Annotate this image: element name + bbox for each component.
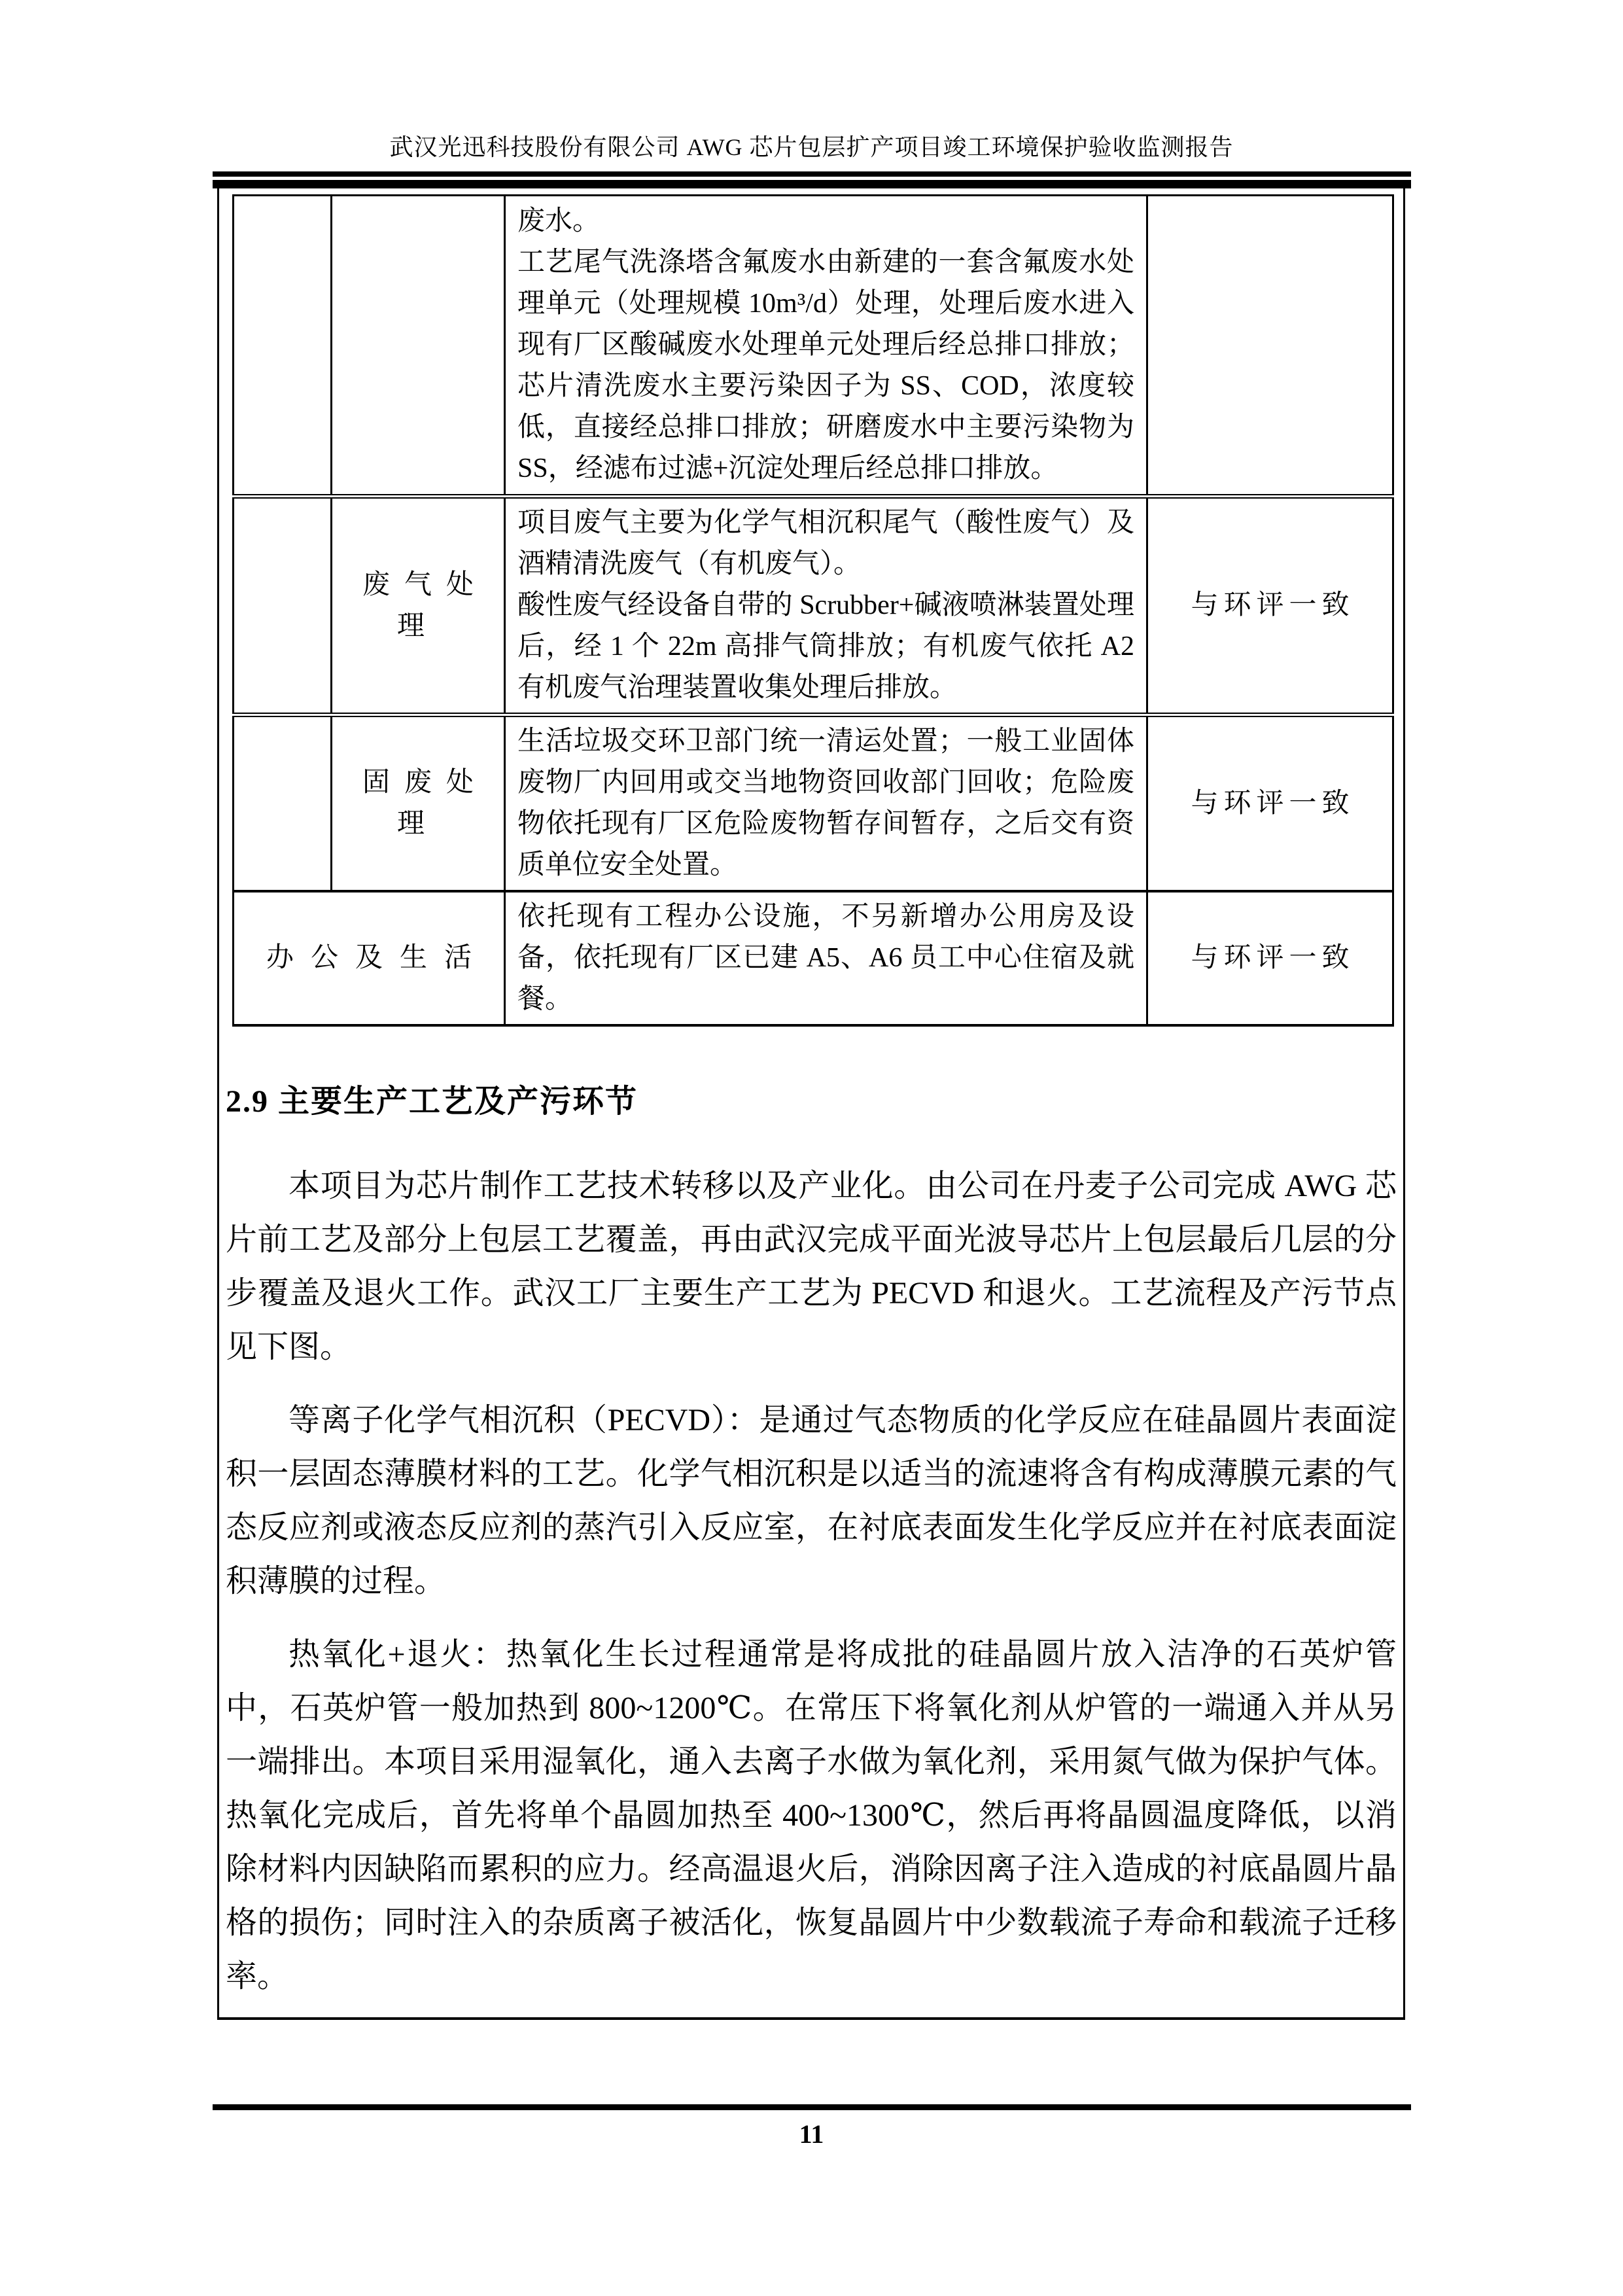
table-row-wastewater [234,196,1393,497]
waste-gas-paragraph-2: 酸性废气经设备自带的 Scrubber+碱液喷淋装置处理后，经 1 个 22m 高排气筒排放；有机废气依托 A2 有机废气治理装置收集处理后排放。 [517,590,1134,703]
conclusion-cell: 与环评一致 [1147,497,1393,715]
section-heading: 2.9 主要生产工艺及产污环节 [226,1084,638,1119]
waste-gas-content-cell [505,497,1147,715]
header-rule-thin [213,171,1411,177]
solid-waste-content-cell [505,715,1147,892]
wastewater-paragraph-2: 工艺尾气洗涤塔含氟废水由新建的一套含氟废水处理单元（处理规模 10m³/d）处理，处理后废水进入现有厂区酸碱废水处理单元处理后经总排口排放；芯片清洗废水主要污染因子为 SS、COD，浓度较低，直接经总排口排放；研磨废水中主要污染物为 SS，经滤布过滤+沉淀处理后经总排口排放。 [517,247,1134,484]
row-label-cell [332,196,505,497]
spacer-cell [234,715,332,892]
office-living-content-cell [505,891,1147,1025]
row-label-office-living: 办公及生活 [234,891,505,1025]
conclusion-cell: 与环评一致 [1147,715,1393,892]
footer-rule [213,2104,1411,2110]
body-paragraph-overview: 本项目为芯片制作工艺技术转移以及产业化。由公司在丹麦子公司完成 AWG 芯片前工艺及部分上包层工艺覆盖，再由武汉完成平面光波导芯片上包层最后几层的分步覆盖及退火工作。武汉工厂主要生产工艺为 PECVD 和退火。工艺流程及产污节点见下图。 [226,1169,1397,1364]
header-rule-thick [213,180,1411,188]
wastewater-content-cell [505,196,1147,497]
table-row-waste-gas [234,497,1393,715]
section-2-9 [226,1081,1397,2023]
row-label-solid-waste: 固废处理 [332,715,505,892]
waste-gas-paragraph-1: 项目废气主要为化学气相沉积尾气（酸性废气）及酒精清洗废气（有机废气）。 [517,508,1134,579]
conclusion-cell [1147,196,1393,497]
office-living-paragraph: 依托现有工程办公设施，不另新增办公用房及设备，依托现有厂区已建 A5、A6 员工中心住宿及就餐。 [517,902,1134,1014]
row-label-waste-gas: 废气处理 [332,497,505,715]
page-number: 11 [799,2119,824,2149]
spacer-cell [234,497,332,715]
running-header-title: 武汉光迅科技股份有限公司 AWG 芯片包层扩产项目竣工环境保护验收监测报告 [389,134,1234,160]
table-row-solid-waste [234,715,1393,892]
body-paragraph-pecvd: 等离子化学气相沉积（PECVD）：是通过气态物质的化学反应在硅晶圆片表面淀积一层固态薄膜材料的工艺。化学气相沉积是以适当的流速将含有构成薄膜元素的气态反应剂或液态反应剂的蒸汽引入反应室，在衬底表面发生化学反应并在衬底表面淀积薄膜的过程。 [226,1403,1397,1598]
compliance-table [232,194,1394,1027]
solid-waste-paragraph: 生活垃圾交环卫部门统一清运处置；一般工业固体废物厂内回用或交当地物资回收部门回收；危险废物依托现有厂区危险废物暂存间暂存，之后交有资质单位安全处置。 [517,726,1134,880]
conclusion-cell: 与环评一致 [1147,891,1393,1025]
body-paragraph-thermal-oxidation: 热氧化+退火：热氧化生长过程通常是将成批的硅晶圆片放入洁净的石英炉管中，石英炉管一般加热到 800~1200℃。在常压下将氧化剂从炉管的一端通入并从另一端排出。本项目采用湿氧化，通入去离子水做为氧化剂，采用氮气做为保护气体。热氧化完成后，首先将单个晶圆加热至 400~1300℃，然后再将晶圆温度降低，以消除材料内因缺陷而累积的应力。经高温退火后，消除因离子注入造成的衬底晶圆片晶格的损伤；同时注入的杂质离子被活化，恢复晶圆片中少数载流子寿命和载流子迁移率。 [226,1637,1397,1994]
wastewater-paragraph-1: 废水。 [517,206,601,236]
table-row-office-living [234,891,1393,1025]
spacer-cell [234,196,332,497]
